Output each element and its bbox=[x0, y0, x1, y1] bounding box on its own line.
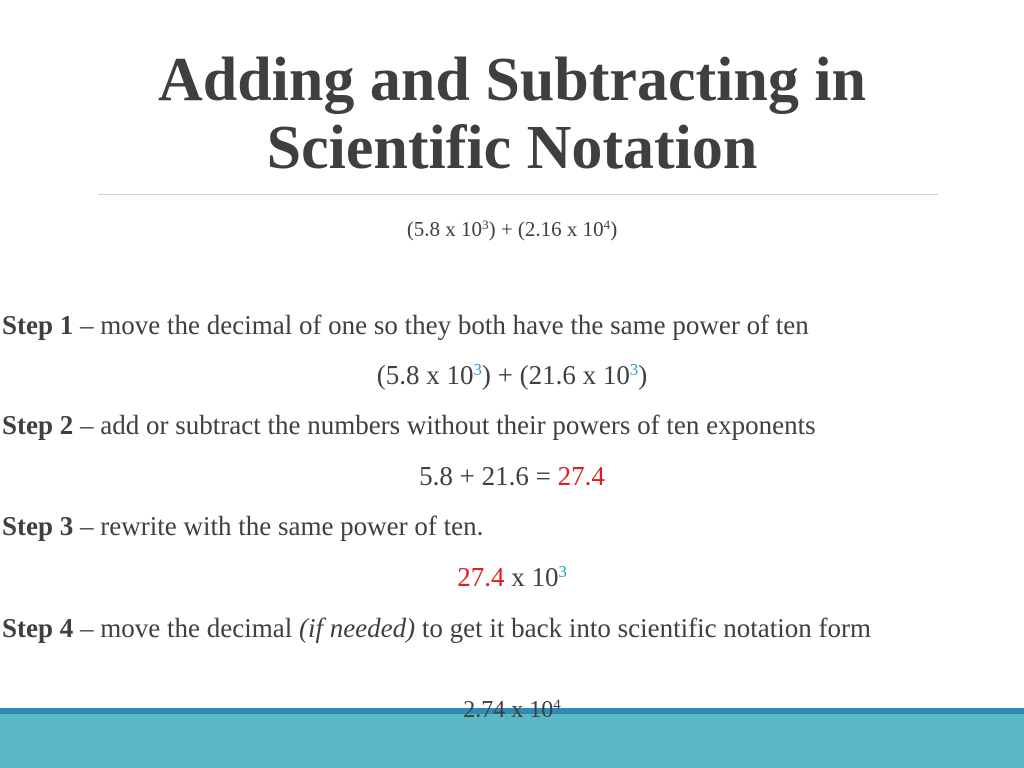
step-4-instruction: Step 4 – move the decimal (if needed) to get it back into scientific notation form bbox=[2, 613, 872, 643]
problem-expression: (5.8 x $10^3) + (2.16$ x $10^4$) bbox=[406, 216, 618, 241]
step-1-expression: (5.8 x $10^3) + (21.6$ x $10^3$) bbox=[376, 359, 648, 390]
step-3-instruction: Step 3 – rewrite with the same power of ten. bbox=[2, 511, 484, 541]
title-line-1: Adding and Subtracting in bbox=[157, 46, 867, 114]
final-answer: 2.74 x $10^4$ bbox=[463, 696, 561, 723]
step-2-instruction: Step 2 – add or subtract the numbers without their powers of ten exponents bbox=[2, 410, 816, 440]
step-3-label: Step 3 bbox=[2, 511, 74, 541]
step-2-result: 27.4 bbox=[557, 461, 605, 491]
step-2-expression: 5.8 + 21.6 = 27.4 bbox=[419, 461, 605, 491]
step-3-expression: 27.4 x $10^3$ bbox=[457, 561, 567, 592]
title-divider bbox=[98, 194, 938, 195]
title-line-2: Scientific Notation bbox=[266, 114, 758, 182]
step-1-label: Step 1 bbox=[2, 310, 74, 340]
step-2-label: Step 2 bbox=[2, 410, 74, 440]
step-4-label: Step 4 bbox=[2, 613, 74, 643]
slide-title bbox=[0, 46, 1024, 182]
step-1-instruction: Step 1 – move the decimal of one so they both have the same power of ten bbox=[2, 310, 809, 340]
